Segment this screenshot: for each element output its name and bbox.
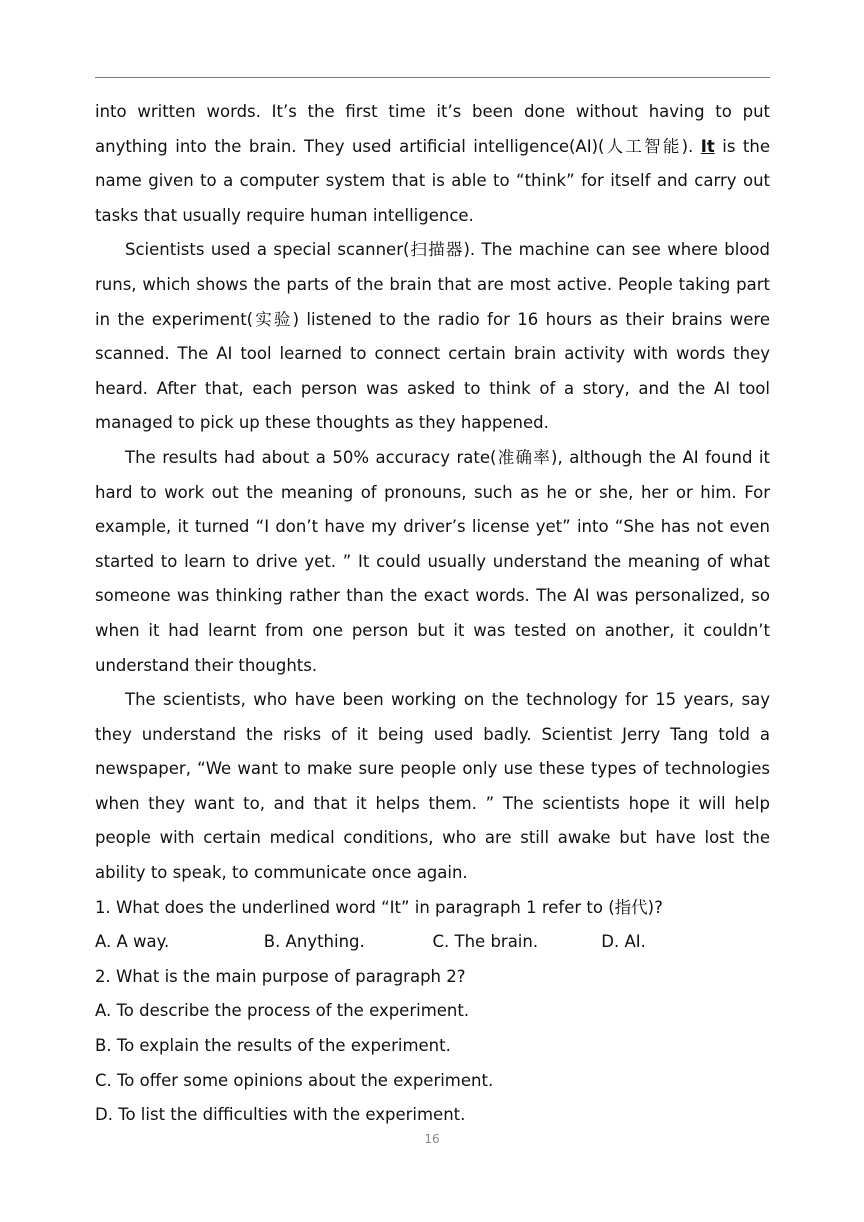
option-b: B. To explain the results of the experiment. — [95, 1036, 451, 1056]
paragraph-1 — [95, 95, 770, 233]
question-2: 2. What is the main purpose of paragraph 2? — [95, 966, 466, 986]
question-1-options — [95, 925, 770, 960]
reading-content — [95, 95, 770, 1133]
question-1: 1. What does the underlined word “It” in paragraph 1 refer to (指代)? — [95, 897, 663, 917]
option-d: D. To list the difficulties with the experiment. — [95, 1105, 466, 1125]
paragraph-3: The results had about a 50% accuracy rate(准确率), although the AI found it hard to work out the meaning of pronouns, such as he or she, her or him. For example, it turned “I don’t have my driver’s license yet” into “She has not even started to learn to drive yet. ” It could usually understand the meaning of what someone was thinking rather than the exact words. The AI was personalized, so when it had learnt from one person but it was tested on another, it couldn’t understand their thoughts. — [95, 447, 770, 675]
page-number: 16 — [424, 1132, 440, 1146]
header-rule — [95, 77, 770, 78]
paragraph-2: Scientists used a special scanner(扫描器). The machine can see where blood runs, which shows the parts of the brain that are most active. People taking part in the experiment(实验) listened to the radio for 16 hours as their brains were scanned. The AI tool learned to connect certain brain activity with words they heard. After that, each person was asked to think of a story, and the AI tool managed to pick up these thoughts as they happened. — [95, 240, 770, 433]
option-c: C. The brain. — [432, 932, 539, 952]
paragraph-1-text-b: is the name given to a computer system that is able to “think” for itself and carry out tasks that usually require human intelligence. — [95, 136, 770, 225]
paragraph-4: The scientists, who have been working on the technology for 15 years, say they understand the risks of it being used badly. Scientist Jerry Tang told a newspaper, “We want to make sure people only use these types of technologies when they want to, and that it helps them. ” The scientists hope it will help people with certain medical conditions, who are still awake but have lost the ability to speak, to communicate once again. — [95, 690, 770, 883]
option-a: A. To describe the process of the experiment. — [95, 1001, 470, 1021]
option-c: C. To offer some opinions about the experiment. — [95, 1070, 494, 1090]
option-a: A. A way. — [95, 932, 170, 952]
paragraph-1-text-a: into written words. It’s the first time it’s been done without having to put anything into the brain. They used artificial intelligence(AI)(人工智能). — [95, 102, 770, 156]
option-b: B. Anything. — [263, 932, 365, 952]
option-d: D. AI. — [601, 932, 646, 952]
underlined-word: It — [700, 136, 715, 156]
